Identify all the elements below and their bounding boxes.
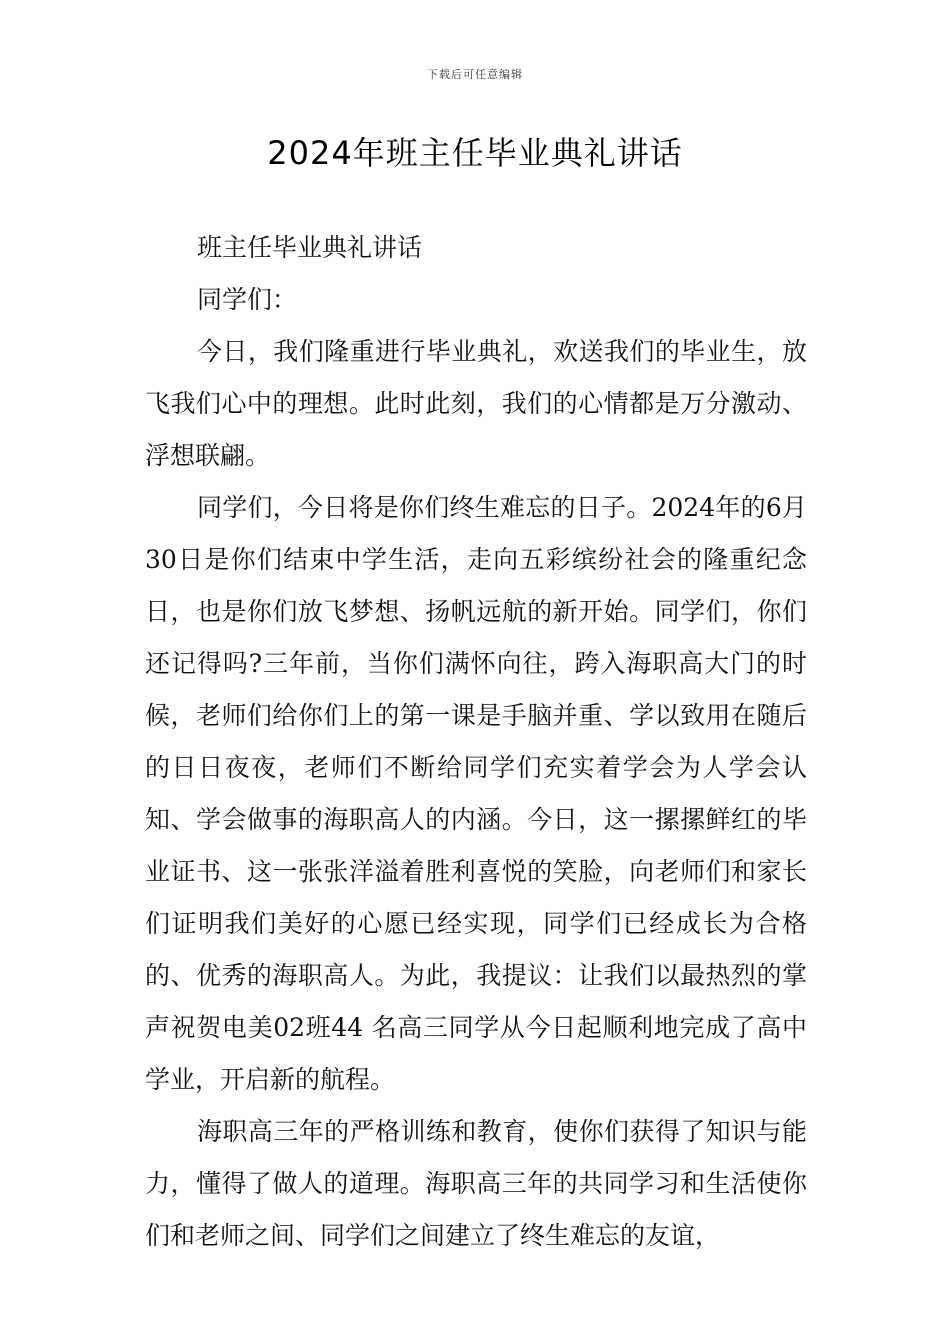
paragraph-training: 海职高三年的严格训练和教育，使你们获得了知识与能力，懂得了做人的道理。海职高三年的共同学习和生活使你们和老师之间、同学们之间建立了终生难忘的友谊，	[145, 1117, 807, 1250]
paragraph-subtitle: 班主任毕业典礼讲话	[197, 233, 423, 262]
header-note: 下载后可任意编辑	[427, 68, 523, 81]
document-body	[145, 222, 807, 1262]
paragraph-greeting: 同学们：	[197, 285, 298, 314]
document-title: 2024年班主任毕业典礼讲话	[267, 134, 683, 172]
paragraph-memories: 同学们，今日将是你们终生难忘的日子。2024年的6月30日是你们结束中学生活，走向五彩缤纷社会的隆重纪念日，也是你们放飞梦想、扬帆远航的新开始。同学们，你们还记得吗?三年前，当你们满怀向往，跨入海职高大门的时候，老师们给你们上的第一课是手脑并重、学以致用在随后的日日夜夜，老师们不断给同学们充实着学会为人学会认知、学会做事的海职高人的内涵。今日，这一摞摞鲜红的毕业证书、这一张张洋溢着胜利喜悦的笑脸，向老师们和家长们证明我们美好的心愿已经实现，同学们已经成长为合格的、优秀的海职高人。为此，我提议：让我们以最热烈的掌声祝贺电美02班44 名高三同学从今日起顺利地完成了高中学业，开启新的航程。	[145, 493, 807, 1094]
paragraph-opening: 今日，我们隆重进行毕业典礼，欢送我们的毕业生，放飞我们心中的理想。此时此刻，我们的心情都是万分激动、浮想联翩。	[145, 337, 807, 470]
